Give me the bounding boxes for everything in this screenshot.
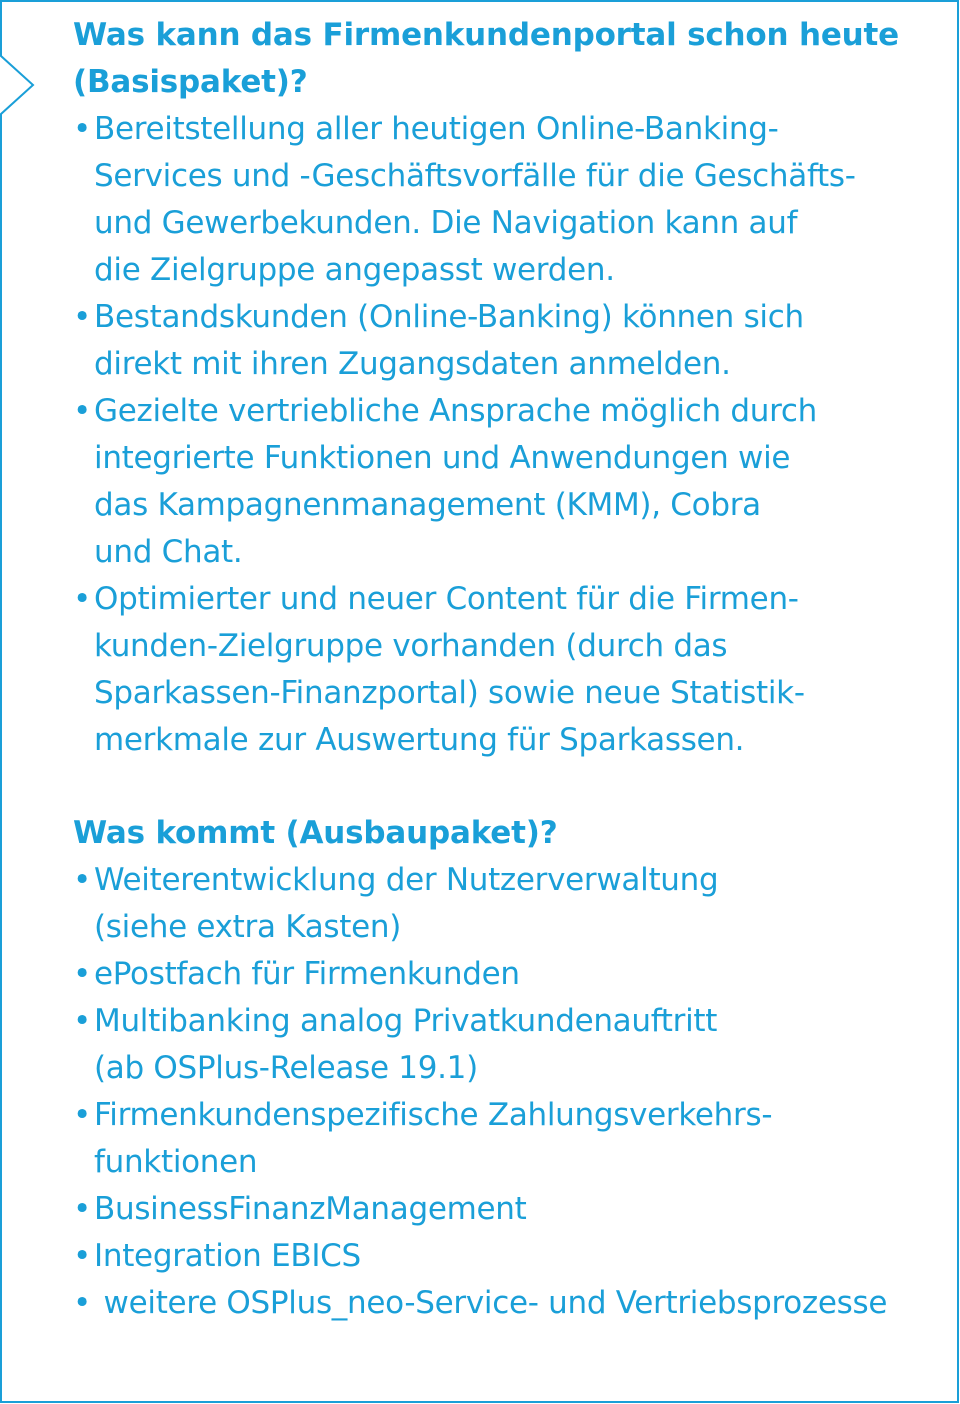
list-item bbox=[73, 857, 943, 951]
item-line: Weiterentwicklung der Nutzerverwaltung bbox=[94, 862, 719, 898]
list-item bbox=[73, 294, 943, 388]
list-item bbox=[73, 106, 943, 294]
ausbaupaket-list bbox=[73, 857, 943, 1327]
item-line: weitere OSPlus_neo-Service- und Vertriebsprozesse bbox=[94, 1285, 888, 1321]
item-line: Optimierter und neuer Content für die Firmen- bbox=[94, 581, 799, 617]
bullet-icon: • bbox=[73, 393, 91, 429]
item-line: Gezielte vertriebliche Ansprache möglich durch bbox=[94, 393, 817, 429]
item-line: integrierte Funktionen und Anwendungen wie bbox=[94, 440, 791, 476]
heading-line: (Basispaket)? bbox=[73, 64, 308, 100]
bullet-icon: • bbox=[73, 862, 91, 898]
item-line: Bereitstellung aller heutigen Online-Banking- bbox=[94, 111, 779, 147]
basispaket-list bbox=[73, 106, 943, 764]
list-item bbox=[73, 998, 943, 1092]
item-line: und Gewerbekunden. Die Navigation kann auf bbox=[94, 205, 798, 241]
item-line: Integration EBICS bbox=[94, 1238, 361, 1274]
section-heading-ausbaupaket bbox=[73, 810, 943, 857]
item-line: und Chat. bbox=[94, 534, 243, 570]
list-item bbox=[73, 1280, 943, 1327]
item-line: (ab OSPlus-Release 19.1) bbox=[94, 1050, 478, 1086]
bullet-icon: • bbox=[73, 1097, 91, 1133]
list-item bbox=[73, 576, 943, 764]
bullet-icon: • bbox=[73, 1238, 91, 1274]
item-line: merkmale zur Auswertung für Sparkassen. bbox=[94, 722, 745, 758]
bullet-icon: • bbox=[73, 1285, 91, 1321]
list-item bbox=[73, 1233, 943, 1280]
section-spacer bbox=[73, 764, 943, 810]
item-line: BusinessFinanzManagement bbox=[94, 1191, 527, 1227]
item-line: die Zielgruppe angepasst werden. bbox=[94, 252, 615, 288]
section-heading-basispaket bbox=[73, 12, 943, 106]
list-item bbox=[73, 1092, 943, 1186]
bullet-icon: • bbox=[73, 1191, 91, 1227]
item-line: Multibanking analog Privatkundenauftritt bbox=[94, 1003, 718, 1039]
item-line: Firmenkundenspezifische Zahlungsverkehrs- bbox=[94, 1097, 773, 1133]
item-line: kunden-Zielgruppe vorhanden (durch das bbox=[94, 628, 728, 664]
item-line: (siehe extra Kasten) bbox=[94, 909, 402, 945]
bullet-icon: • bbox=[73, 299, 91, 335]
info-box-content bbox=[73, 12, 943, 1327]
item-line: Bestandskunden (Online-Banking) können sich bbox=[94, 299, 804, 335]
heading-line: Was kommt (Ausbaupaket)? bbox=[73, 815, 558, 851]
item-line: das Kampagnenmanagement (KMM), Cobra bbox=[94, 487, 761, 523]
item-line: Services und -Geschäftsvorfälle für die Geschäfts- bbox=[94, 158, 856, 194]
item-line: direkt mit ihren Zugangsdaten anmelden. bbox=[94, 346, 731, 382]
bullet-icon: • bbox=[73, 956, 91, 992]
item-line: funktionen bbox=[94, 1144, 258, 1180]
item-line: ePostfach für Firmenkunden bbox=[94, 956, 520, 992]
item-line: Sparkassen-Finanzportal) sowie neue Statistik- bbox=[94, 675, 805, 711]
bullet-icon: • bbox=[73, 1003, 91, 1039]
bullet-icon: • bbox=[73, 581, 91, 617]
heading-line: Was kann das Firmenkundenportal schon heute bbox=[73, 17, 899, 53]
list-item bbox=[73, 951, 943, 998]
bullet-icon: • bbox=[73, 111, 91, 147]
list-item bbox=[73, 388, 943, 576]
list-item bbox=[73, 1186, 943, 1233]
